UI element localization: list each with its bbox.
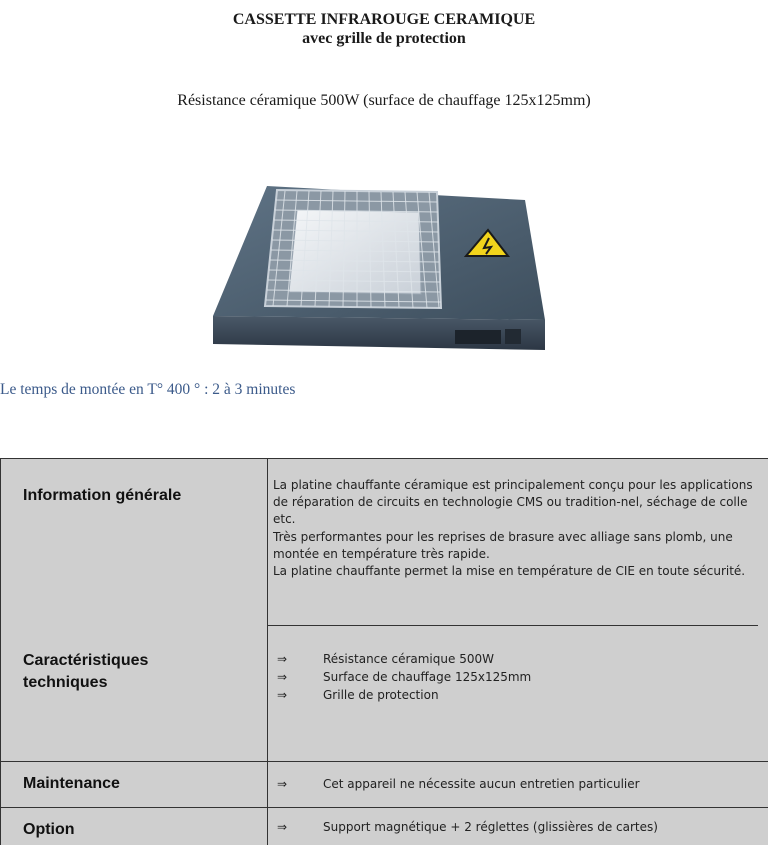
column-divider [267, 459, 268, 845]
subtitle: Résistance céramique 500W (surface de chauffage 125x125mm) [177, 92, 591, 109]
bullet-grille [277, 687, 439, 704]
arrow-icon: ⇒ [277, 688, 288, 702]
arrow-icon: ⇒ [277, 670, 288, 684]
bullet-resistance [277, 651, 494, 668]
document-title [0, 10, 768, 48]
bullet-option [277, 819, 658, 836]
bullet-text: Support magnétique + 2 réglettes (glissières de cartes) [323, 820, 658, 834]
title-line-1: CASSETTE INFRAROUGE CERAMIQUE [232, 11, 536, 28]
heater-cassette-photo [205, 178, 550, 358]
title-line-2: avec grille de protection [302, 30, 466, 47]
row-divider-1 [267, 625, 758, 626]
bullet-text: Cet appareil ne nécessite aucun entretien particulier [323, 777, 640, 791]
label-option: Option [23, 821, 75, 838]
info-generale-text: La platine chauffante céramique est principalement conçu pour les applications de réparation de circuits en technologie CMS ou tradition-nel, séchage de colle etc. Très performantes pour les reprises de brasure avec alliage sans plomb, une montée en température très rapide. La platine chauffante permet la mise en température de CIE en toute sécurité. [273, 478, 753, 579]
bullet-text: Grille de protection [323, 688, 439, 702]
rise-time-note: Le temps de montée en T° 400 ° : 2 à 3 minutes [0, 381, 296, 398]
row-divider-3 [1, 807, 768, 808]
label-caracteristiques: Caractéristiques techniques [23, 652, 149, 691]
bullet-maintenance [277, 776, 640, 793]
spec-table [0, 458, 768, 845]
arrow-icon: ⇒ [277, 777, 288, 791]
bullet-surface [277, 669, 531, 686]
label-information-generale: Information générale [23, 487, 182, 504]
bullet-text: Surface de chauffage 125x125mm [323, 670, 532, 684]
arrow-icon: ⇒ [277, 652, 288, 666]
row-divider-2 [1, 761, 768, 762]
bullet-text: Résistance céramique 500W [323, 652, 494, 666]
label-maintenance: Maintenance [23, 775, 120, 792]
arrow-icon: ⇒ [277, 820, 288, 834]
